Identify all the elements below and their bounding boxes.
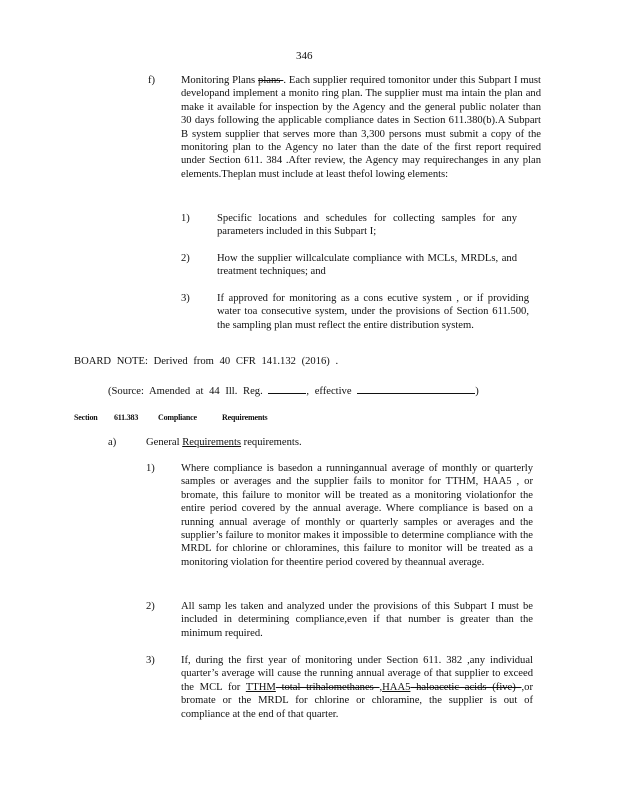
section-title-b: Requirements <box>222 413 268 422</box>
section-word: Section <box>74 413 98 422</box>
plan-item-label-1: 1) <box>181 213 190 224</box>
section-number: 611.383 <box>114 413 139 422</box>
source-line <box>108 384 479 398</box>
item3-tthm: TTHM <box>245 681 276 693</box>
plan-item-text-2: How the supplier willcalculate compliance with MCLs, MRDLs, and treatment techniques; and <box>217 253 517 278</box>
section-title-a: Compliance <box>158 413 197 422</box>
item3-struck-tthm: total trihalomethanes <box>275 681 380 693</box>
item3-struck-haa5: haloacetic acids (five) <box>410 681 522 693</box>
gen-item-text-3 <box>181 654 533 721</box>
plan-item-text-1: Specific locations and schedules for collecting samples for any parameters included in this Subpart I; <box>217 213 517 238</box>
item3-text-b: ,or bromate or the MRDL for chlorine or chloramine, the supplier is out of compliance at the end of that quarter. <box>181 681 533 720</box>
monitoring-plans-paragraph <box>181 74 541 181</box>
gen-item-text-2: All samp les taken and analyzed under the provisions of this Subpart I must be included in determining compliance,even if that number is greater than the minimum required. <box>181 601 533 639</box>
gen-item-text-1: Where compliance is basedon a runningannual average of monthly or quarterly samples or averages and the supplier fails to monitor for TTHM, HAA5 , or bromate, this failure to monitor will be treated as a monitoring violationfor the entire period covered by the annual average. Where compliance is based on a running annual average of monthly or quarterly samples or averages and the supplier’s failure to monitor makes it impossible to determine compliance with the MRDL for chlorine or chloramines, this failure to monitor will be treated as a monitoring violation for theentire period covered by theannual average. <box>181 463 533 568</box>
general-heading <box>146 436 302 449</box>
general-text-a: General <box>146 437 183 448</box>
general-underlined: Requirements <box>182 437 242 448</box>
item3-text-a: If, during the first year of monitoring under Section 611. 382 ,any individual quarter’s average will cause the running annual average of that supplier to exceed the MCL for <box>181 655 533 693</box>
item-label-a: a) <box>108 437 117 448</box>
gen-item-label-3: 3) <box>146 655 155 666</box>
source-text-b: , effective <box>306 386 352 397</box>
monitoring-text-b: . Each supplier required tomonitor under this Subpart I must developand implement a monito ring plan. The supplier must ma intain the plan and make it available for inspection by the Agency and the general public nolater than 30 days following the applicable compliance dates in Section 611.380(b).A Subpart B system supplier that serves more than 3,300 persons must submit a copy of the monitoring plan to the Agency no later than the date of the first report required under Section 611. 384 .After review, the Agency may requirechanges in any plan elements.Theplan must include at least thefol lowing elements: <box>181 75 541 180</box>
source-text-a: (Source: Amended at 44 Ill. Reg. <box>108 386 263 397</box>
gen-item-label-2: 2) <box>146 601 155 612</box>
effective-date-blank <box>357 384 475 394</box>
plan-item-label-2: 2) <box>181 253 190 264</box>
item3-sep: , <box>379 681 383 693</box>
plan-item-text-3: If approved for monitoring as a cons ecutive system , or if providing water toa consecutive system, under the provisions of Section 611.500, the sampling plan must reflect the entire distribution system. <box>217 293 529 331</box>
general-text-b: requirements. <box>241 437 302 448</box>
source-text-c: ) <box>475 386 479 397</box>
struck-plans: plans <box>258 75 284 86</box>
volume-blank <box>268 384 306 394</box>
gen-item-label-1: 1) <box>146 463 155 474</box>
item-label-f: f) <box>148 75 156 86</box>
page-number: 346 <box>296 50 313 62</box>
plan-item-label-3: 3) <box>181 293 190 304</box>
monitoring-text-a: Monitoring Plans <box>181 75 259 86</box>
item3-haa5: HAA5 <box>382 681 411 693</box>
board-note: BOARD NOTE: Derived from 40 CFR 141.132 (2016) . <box>74 356 339 367</box>
